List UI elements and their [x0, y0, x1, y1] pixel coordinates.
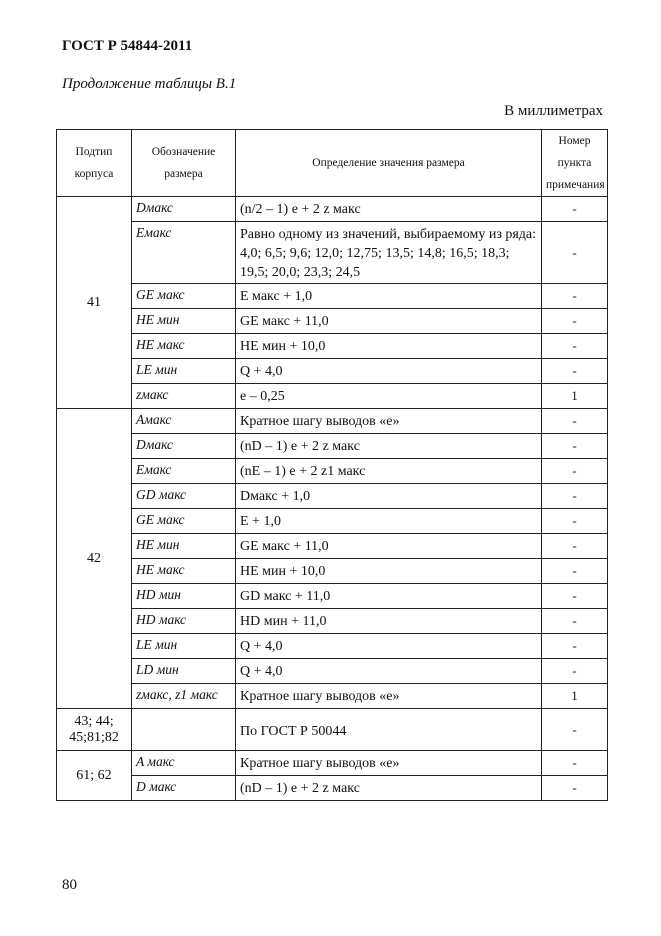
- note-cell: -: [542, 309, 608, 334]
- table-row: [57, 309, 608, 334]
- table-row: [57, 484, 608, 509]
- note-cell: -: [542, 409, 608, 434]
- definition-cell: (nD – 1) e + 2 z макс: [236, 776, 542, 801]
- units-label: В миллиметрах: [504, 103, 603, 119]
- dimensions-table: [56, 129, 608, 801]
- note-cell: 1: [542, 684, 608, 709]
- definition-cell: Q + 4,0: [236, 659, 542, 684]
- note-cell: -: [542, 534, 608, 559]
- subtype-cell: 41: [57, 197, 132, 409]
- note-cell: 1: [542, 384, 608, 409]
- note-cell: -: [542, 222, 608, 284]
- definition-cell: E макс + 1,0: [236, 284, 542, 309]
- note-cell: -: [542, 434, 608, 459]
- table-row: [57, 509, 608, 534]
- definition-cell: Кратное шагу выводов «e»: [236, 684, 542, 709]
- note-cell: -: [542, 359, 608, 384]
- designation-cell: LE мин: [132, 634, 236, 659]
- note-cell: -: [542, 659, 608, 684]
- definition-cell: Равно одному из значений, выбираемому из ряда: 4,0; 6,5; 9,6; 12,0; 12,75; 13,5; 14,8; 16,5; 18,3; 19,5; 20,0; 23,3; 24,5: [236, 222, 542, 284]
- table-continuation-caption: Продолжение таблицы В.1: [62, 76, 237, 92]
- definition-cell: (nE – 1) e + 2 z1 макс: [236, 459, 542, 484]
- definition-cell: (nD – 1) e + 2 z макс: [236, 434, 542, 459]
- designation-cell: Eмакс: [132, 222, 236, 284]
- header-subtype: Подтип корпуса: [57, 130, 132, 197]
- header-designation: Обозначение размера: [132, 130, 236, 197]
- definition-cell: Q + 4,0: [236, 359, 542, 384]
- note-cell: -: [542, 751, 608, 776]
- header-definition: Определение значения размера: [236, 130, 542, 197]
- definition-cell: e – 0,25: [236, 384, 542, 409]
- designation-cell: LD мин: [132, 659, 236, 684]
- designation-cell: GE макс: [132, 284, 236, 309]
- definition-cell: HD мин + 11,0: [236, 609, 542, 634]
- note-cell: -: [542, 197, 608, 222]
- designation-cell: GE макс: [132, 509, 236, 534]
- designation-cell: HE макс: [132, 559, 236, 584]
- table-row: [57, 709, 608, 751]
- designation-cell: HE мин: [132, 309, 236, 334]
- subtype-cell: 61; 62: [57, 751, 132, 801]
- table-row: [57, 659, 608, 684]
- table-row: [57, 409, 608, 434]
- definition-cell: GE макс + 11,0: [236, 534, 542, 559]
- note-cell: -: [542, 634, 608, 659]
- table-row: [57, 684, 608, 709]
- table-row: [57, 334, 608, 359]
- subtype-cell: 43; 44; 45;81;82: [57, 709, 132, 751]
- designation-cell: A макс: [132, 751, 236, 776]
- table-row: [57, 751, 608, 776]
- note-cell: -: [542, 459, 608, 484]
- definition-cell: GE макс + 11,0: [236, 309, 542, 334]
- note-cell: -: [542, 484, 608, 509]
- designation-cell: HE макс: [132, 334, 236, 359]
- definition-cell: HE мин + 10,0: [236, 334, 542, 359]
- table-row: [57, 559, 608, 584]
- note-cell: -: [542, 776, 608, 801]
- designation-cell: Eмакс: [132, 459, 236, 484]
- designation-cell: zмакс: [132, 384, 236, 409]
- designation-cell: LE мин: [132, 359, 236, 384]
- designation-cell: GD макс: [132, 484, 236, 509]
- designation-cell: Aмакс: [132, 409, 236, 434]
- designation-cell: HD макс: [132, 609, 236, 634]
- table-header-row: [57, 130, 608, 197]
- note-cell: -: [542, 609, 608, 634]
- note-cell: -: [542, 584, 608, 609]
- definition-cell: HE мин + 10,0: [236, 559, 542, 584]
- definition-cell: Q + 4,0: [236, 634, 542, 659]
- table-row: [57, 776, 608, 801]
- designation-cell: HE мин: [132, 534, 236, 559]
- page-number: 80: [62, 877, 77, 893]
- header-note: Номер пункта примечания: [542, 130, 608, 197]
- table-row: [57, 359, 608, 384]
- document-id: ГОСТ Р 54844-2011: [62, 38, 193, 54]
- definition-cell: По ГОСТ Р 50044: [236, 709, 542, 751]
- designation-cell: HD мин: [132, 584, 236, 609]
- definition-cell: E + 1,0: [236, 509, 542, 534]
- table-row: [57, 459, 608, 484]
- note-cell: -: [542, 559, 608, 584]
- designation-cell: zмакс, z1 макс: [132, 684, 236, 709]
- subtype-cell: 42: [57, 409, 132, 709]
- table-row: [57, 534, 608, 559]
- note-cell: -: [542, 509, 608, 534]
- definition-cell: (n/2 – 1) e + 2 z макс: [236, 197, 542, 222]
- definition-cell: GD макс + 11,0: [236, 584, 542, 609]
- table-row: [57, 197, 608, 222]
- designation-cell: Dмакс: [132, 434, 236, 459]
- note-cell: -: [542, 284, 608, 309]
- table-row: [57, 222, 608, 284]
- definition-cell: Dмакс + 1,0: [236, 484, 542, 509]
- designation-cell: D макс: [132, 776, 236, 801]
- table-row: [57, 584, 608, 609]
- designation-cell: Dмакс: [132, 197, 236, 222]
- note-cell: -: [542, 334, 608, 359]
- definition-cell: Кратное шагу выводов «e»: [236, 409, 542, 434]
- note-cell: -: [542, 709, 608, 751]
- definition-cell: Кратное шагу выводов «e»: [236, 751, 542, 776]
- designation-cell: [132, 709, 236, 751]
- table-row: [57, 384, 608, 409]
- table-row: [57, 434, 608, 459]
- table-row: [57, 284, 608, 309]
- table-row: [57, 634, 608, 659]
- table-row: [57, 609, 608, 634]
